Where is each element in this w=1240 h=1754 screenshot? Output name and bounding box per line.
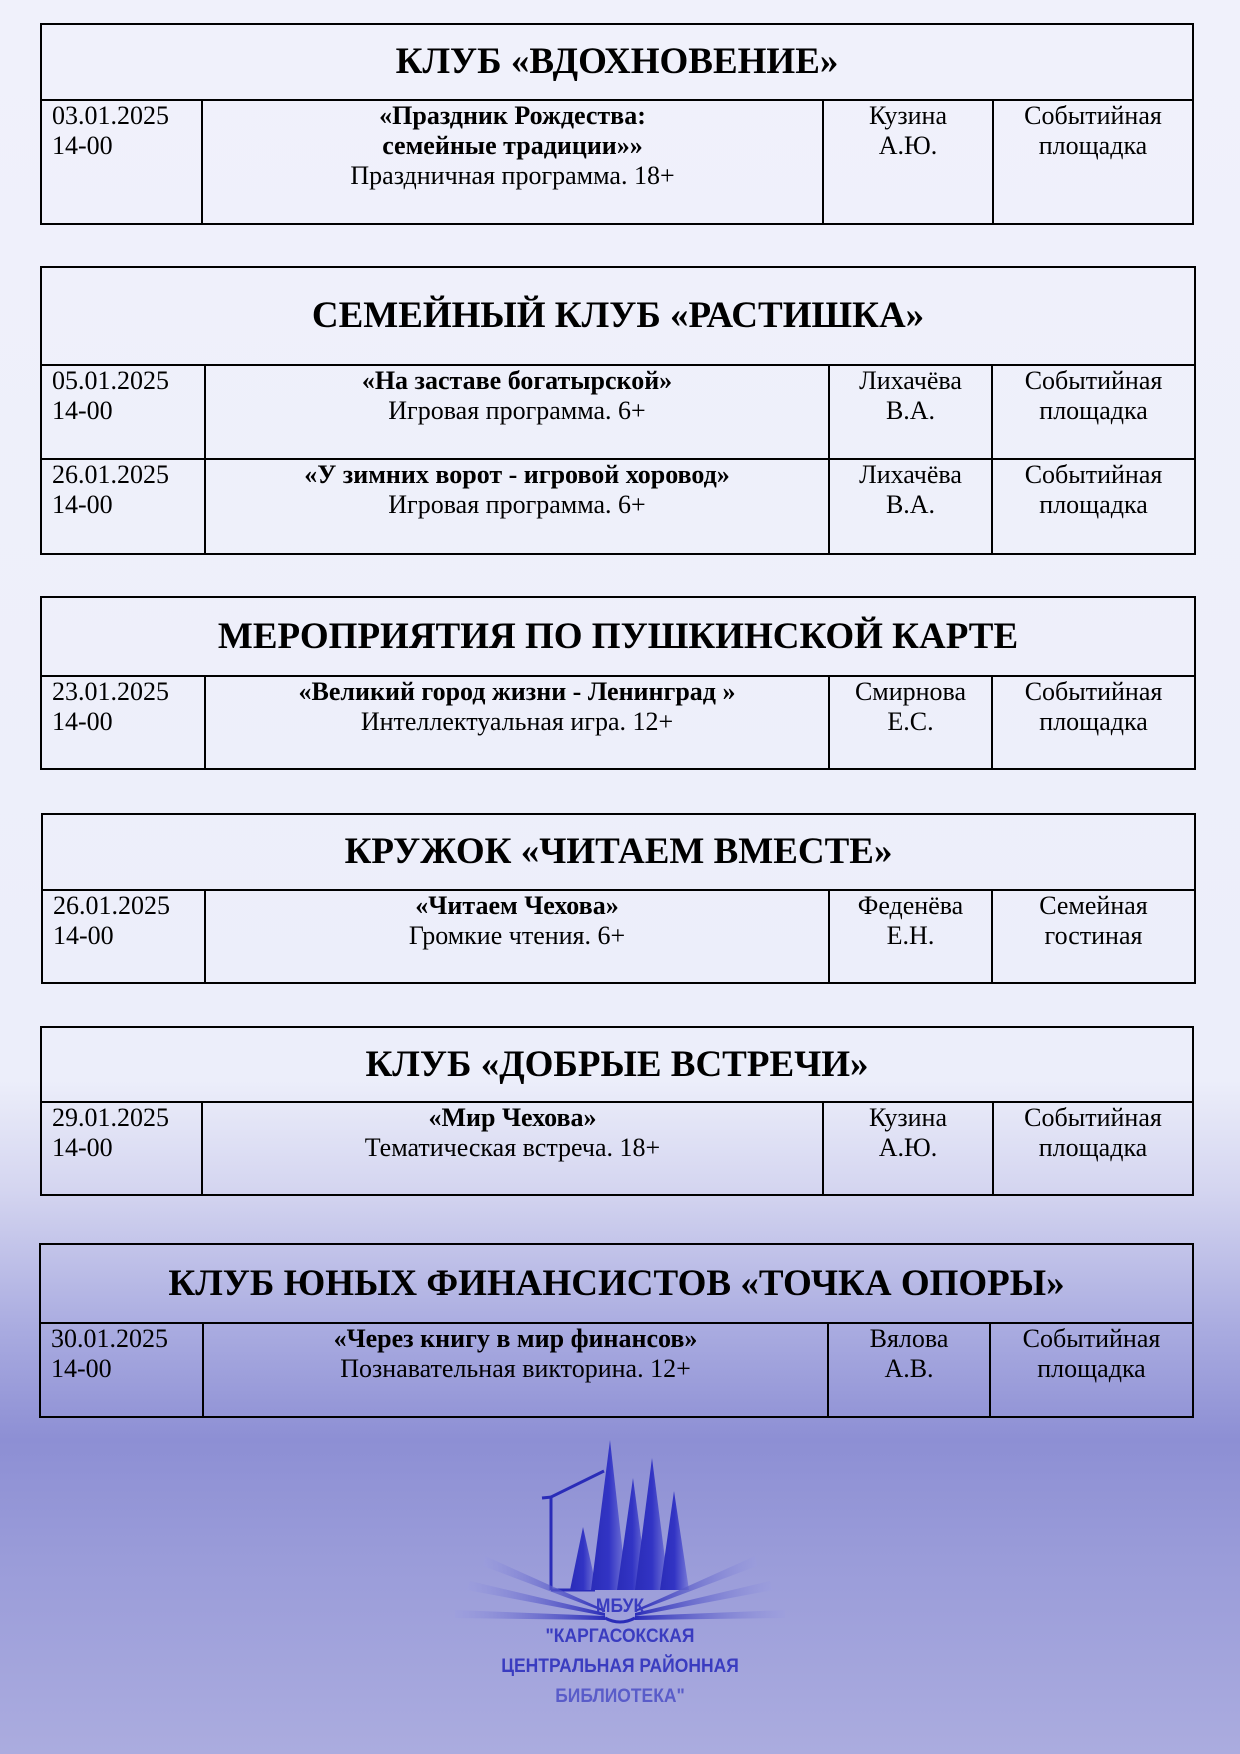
venue-name: площадка [1039,396,1148,425]
table-header-row [41,267,1195,365]
venue-name: Событийная [1024,677,1163,706]
event-title: «Великий город жизни - Ленинград » [298,677,736,706]
event-time: 14-00 [53,921,114,950]
logo-text [468,1592,772,1712]
section-title: КРУЖОК «ЧИТАЕМ ВМЕСТЕ» [42,814,1195,890]
table-row [41,100,1193,224]
host-name: А.Ю. [878,131,938,160]
event-cell [202,100,823,224]
logo-line: БИБЛИОТЕКА" [555,1686,685,1707]
event-title: «Мир Чехова» [428,1103,597,1132]
table-header-row [41,24,1193,100]
event-description: Громкие чтения. 6+ [408,921,626,950]
event-description: Игровая программа. 6+ [388,396,646,425]
event-time: 14-00 [52,490,113,519]
host-cell [829,676,992,769]
venue-cell [992,676,1195,769]
section-title: СЕМЕЙНЫЙ КЛУБ «РАСТИШКА» [41,267,1195,365]
event-title: «Через книгу в мир финансов» [333,1324,698,1353]
event-date: 03.01.2025 [52,101,169,130]
host-name: Кузина [868,101,948,130]
venue-name: Событийная [1022,1324,1161,1353]
event-cell [203,1323,828,1417]
host-cell [823,100,993,224]
date-time-cell [41,1102,202,1195]
host-name: В.А. [885,396,936,425]
event-time: 14-00 [52,1133,113,1162]
event-cell [205,890,829,983]
venue-name: Событийная [1024,366,1163,395]
logo-line: ЦЕНТРАЛЬНАЯ РАЙОННАЯ [501,1656,739,1677]
event-cell [205,676,829,769]
event-title: «Читаем Чехова» [415,891,619,920]
venue-cell [992,890,1195,983]
host-name: Смирнова [854,677,967,706]
event-table [40,266,1196,555]
venue-name: площадка [1037,1354,1146,1383]
venue-cell [993,1102,1193,1195]
event-cell [202,1102,823,1195]
venue-cell [992,365,1195,459]
table-row [41,1102,1193,1195]
date-time-cell [41,100,202,224]
host-name: Е.Н. [886,921,935,950]
host-name: А.В. [884,1354,934,1383]
date-time-cell [41,459,205,554]
event-time: 14-00 [52,396,113,425]
date-time-cell [42,890,205,983]
venue-name: Событийная [1024,460,1163,489]
host-cell [829,459,992,554]
section-title: КЛУБ «ВДОХНОВЕНИЕ» [41,24,1193,100]
event-table [40,596,1196,770]
logo-line: "КАРГАСОКСКАЯ [545,1626,695,1647]
event-title: «У зимних ворот - игровой хоровод» [304,460,730,489]
host-cell [828,1323,990,1417]
table-row [41,676,1195,769]
event-description: Тематическая встреча. 18+ [364,1133,661,1162]
event-date: 29.01.2025 [52,1103,169,1132]
event-date: 26.01.2025 [52,460,169,489]
date-time-cell [41,365,205,459]
venue-name: площадка [1039,707,1148,736]
venue-name: Семейная [1039,891,1148,920]
table-row [42,890,1195,983]
event-time: 14-00 [52,707,113,736]
host-name: Феденёва [857,891,964,920]
event-description: Игровая программа. 6+ [388,490,646,519]
event-table [40,1026,1194,1196]
event-title: семейные традиции»» [382,131,643,160]
table-row [41,365,1195,459]
venue-name: площадка [1039,490,1148,519]
event-table [41,813,1196,984]
date-time-cell [41,676,205,769]
table-header-row [41,597,1195,676]
date-time-cell [40,1323,203,1417]
host-name: Лихачёва [859,366,962,395]
event-time: 14-00 [51,1354,112,1383]
host-cell [829,890,992,983]
host-name: Вялова [869,1324,949,1353]
table-header-row [42,814,1195,890]
event-table [39,1243,1194,1418]
event-description: Познавательная викторина. 12+ [340,1354,691,1383]
venue-name: Событийная [1024,101,1162,130]
event-title: «На заставе богатырской» [361,366,673,395]
section-title: КЛУБ «ДОБРЫЕ ВСТРЕЧИ» [41,1027,1193,1102]
host-name: В.А. [885,490,936,519]
event-cell [205,365,829,459]
venue-cell [990,1323,1193,1417]
host-name: Кузина [868,1103,948,1132]
table-header-row [41,1027,1193,1102]
venue-name: площадка [1038,1133,1148,1162]
venue-name: Событийная [1024,1103,1162,1132]
table-header-row [40,1244,1193,1323]
logo-line: МБУК [595,1596,645,1617]
event-title: «Праздник Рождества: [379,101,646,130]
event-description: Праздничная программа. 18+ [350,161,675,190]
venue-name: гостиная [1044,921,1143,950]
section-title: МЕРОПРИЯТИЯ ПО ПУШКИНСКОЙ КАРТЕ [41,597,1195,676]
host-name: Е.С. [887,707,934,736]
host-cell [829,365,992,459]
event-cell [205,459,829,554]
event-date: 23.01.2025 [52,677,169,706]
host-cell [823,1102,993,1195]
venue-cell [992,459,1195,554]
event-table [40,23,1194,225]
event-description: Интеллектуальная игра. 12+ [360,707,674,736]
event-date: 30.01.2025 [51,1324,168,1353]
section-title: КЛУБ ЮНЫХ ФИНАНСИСТОВ «ТОЧКА ОПОРЫ» [40,1244,1193,1323]
host-name: Лихачёва [859,460,962,489]
venue-name: площадка [1038,131,1148,160]
venue-cell [993,100,1193,224]
host-name: А.Ю. [878,1133,938,1162]
table-row [40,1323,1193,1417]
table-row [41,459,1195,554]
event-time: 14-00 [52,131,113,160]
event-date: 05.01.2025 [52,366,169,395]
event-date: 26.01.2025 [53,891,170,920]
